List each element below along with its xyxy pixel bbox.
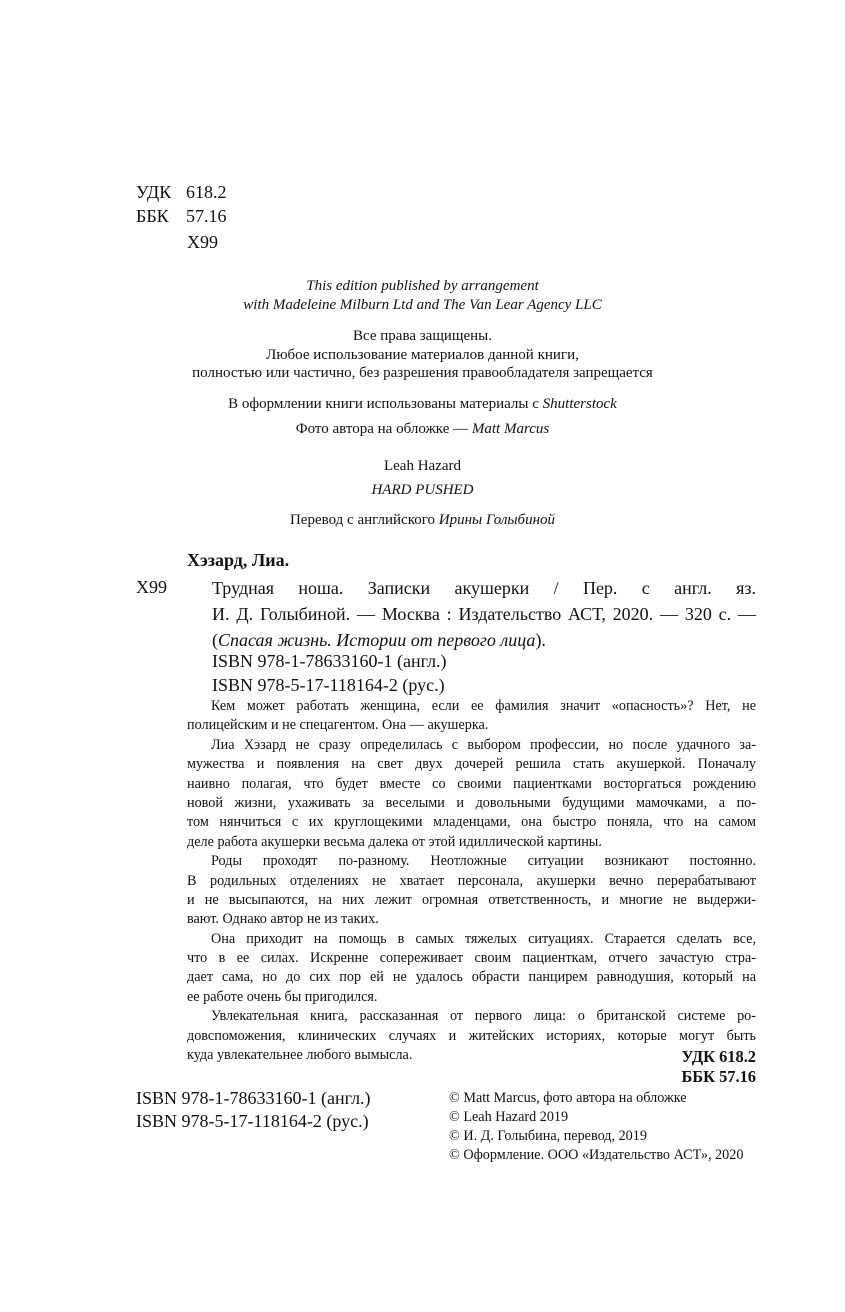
annotation-line: Роды проходят по-разному. Неотложные ситуации возникают постоянно. (211, 853, 756, 870)
annotation-line: новой жизни, ухаживать за веселыми и довольными будущими мамочками, а по- (187, 794, 756, 811)
annotation-line: и не высыпаются, на них лежит огромная ответственность, и многие не выдержи- (187, 891, 756, 908)
annotation-line: мужества и появления на свет двух дочерей решила стать акушеркой. Поначалу (187, 756, 756, 773)
annotation-line: Она приходит на помощь в самых тяжелых ситуациях. Старается сделать все, (211, 930, 756, 947)
original-title: HARD PUSHED (371, 482, 474, 498)
annotation-line: Увлекательная книга, рассказанная от первого лица: о британской системе ро- (211, 1008, 756, 1025)
photo-credit (0, 419, 845, 439)
entry-isbn-1: ISBN 978-1-78633160-1 (англ.) (212, 651, 447, 671)
annotation-line: деле работа акушерки весьма далека от этой идиллической картины. (187, 833, 602, 850)
photo-author: Matt Marcus (471, 421, 550, 437)
entry-desc-line-2: И. Д. Голыбиной. — Москва : Издательство АСТ, 2020. — 320 с. — (212, 604, 756, 624)
paren-open: ( (212, 630, 218, 650)
annotation-line: полицейским и не спецагентом. Она — акушерка. (187, 717, 489, 734)
rights-line-3: полностью или частично, без разрешения правообладателя запрещается (192, 365, 653, 381)
annotation-line: ее работе очень бы пригодился. (187, 988, 378, 1005)
udk-label: УДК (136, 182, 172, 202)
author-mark: Х99 (187, 232, 218, 252)
copyright-line-4: © Оформление. ООО «Издательство АСТ», 2020 (449, 1147, 744, 1163)
materials-source: Shutterstock (542, 396, 617, 412)
udk-value: 618.2 (186, 182, 227, 202)
materials-credit (0, 394, 845, 414)
entry-isbn-2: ISBN 978-5-17-118164-2 (рус.) (212, 675, 445, 695)
copyright-line-2: © Leah Hazard 2019 (449, 1109, 569, 1125)
footer-isbn-1: ISBN 978-1-78633160-1 (англ.) (136, 1088, 371, 1108)
footer-udk: УДК 618.2 (681, 1047, 756, 1066)
photo-prefix: Фото автора на обложке — (295, 421, 472, 437)
rights-line-1: Все права защищены. (353, 328, 492, 344)
footer-bbk: ББК 57.16 (681, 1067, 756, 1086)
annotation-line: наивно полагая, что будет вместе со своими пациентками восторгаться рождению (187, 775, 756, 792)
annotation-line: довспоможения, клинических случаях и житейских историях, которые могут быть (187, 1027, 756, 1044)
translation-credit (0, 510, 845, 530)
edition-line-2: with Madeleine Milburn Ltd and The Van Lear Agency LLC (243, 297, 602, 313)
annotation-line: том нянчиться с их круглощекими младенцами, она быстро поняла, что на самом (187, 814, 756, 831)
entry-desc-line-1: Трудная ноша. Записки акушерки / Пер. с англ. яз. (212, 578, 756, 598)
copyright-line-1: © Matt Marcus, фото автора на обложке (449, 1090, 687, 1106)
footer-isbn-2: ISBN 978-5-17-118164-2 (рус.) (136, 1111, 369, 1131)
paren-close: ). (535, 630, 546, 650)
translator-name: Ирины Голыбиной (438, 512, 556, 528)
entry-description (212, 575, 756, 653)
translation-prefix: Перевод с английского (289, 512, 439, 528)
bbk-label: ББК (136, 206, 169, 226)
entry-heading: Хэзард, Лиа. (187, 550, 290, 570)
entry-mark: Х99 (136, 577, 167, 597)
annotation-line: Лиа Хэзард не сразу определилась с выбором профессии, но после удачного за- (211, 736, 756, 753)
bbk-value: 57.16 (186, 206, 227, 226)
materials-prefix: В оформлении книги использованы материалы с (228, 396, 543, 412)
copyright-line-3: © И. Д. Голыбина, перевод, 2019 (449, 1128, 647, 1144)
annotation-line: В родильных отделениях не хватает персонала, акушерки вечно перерабатывают (187, 872, 756, 889)
annotation-line: дает сама, но до сих пор ей не удалось обрасти панцирем равнодушия, который на (187, 969, 756, 986)
annotation-line: вают. Однако автор не из таких. (187, 911, 379, 928)
annotation-line: что в ее силах. Искренне сопереживает своим пациенткам, отчего зачастую стра- (187, 950, 756, 967)
annotation-line: Кем может работать женщина, если ее фамилия значит «опасность»? Нет, не (211, 698, 756, 714)
annotation (187, 697, 756, 1065)
series-title: Спасая жизнь. Истории от первого лица (218, 630, 536, 650)
rights-line-2: Любое использование материалов данной книги, (266, 347, 579, 363)
edition-line-1: This edition published by arrangement (306, 278, 539, 294)
annotation-line: куда увлекательнее любого вымысла. (187, 1047, 413, 1064)
original-author: Leah Hazard (383, 458, 462, 474)
